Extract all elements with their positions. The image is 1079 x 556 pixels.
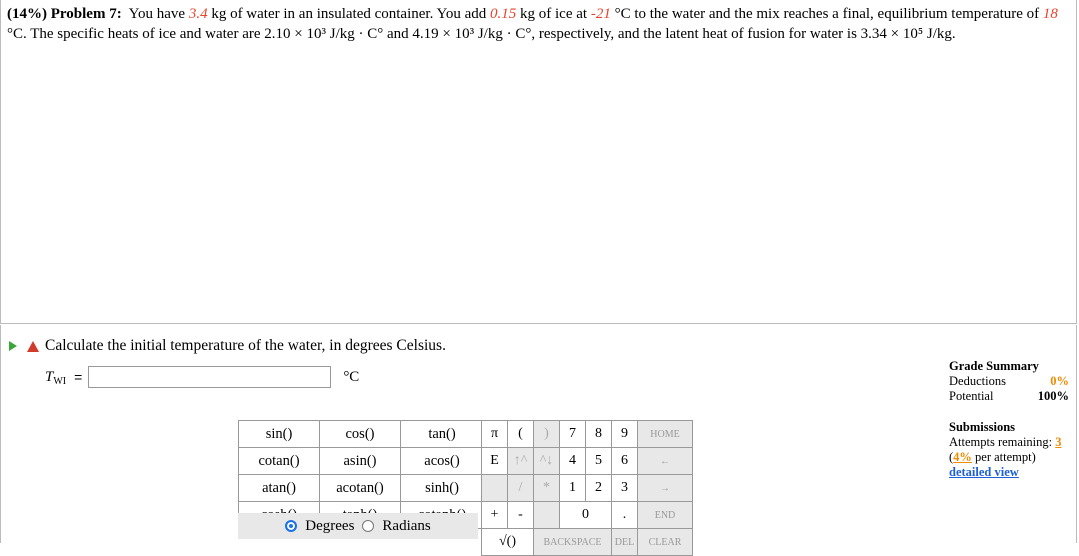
angle-mode-row bbox=[238, 513, 478, 539]
per-attempt-row bbox=[949, 450, 1069, 465]
problem-text-2: kg of water in an insulated container. You add bbox=[207, 6, 491, 22]
problem-text-1: You have bbox=[128, 6, 189, 22]
part-header bbox=[9, 337, 446, 355]
problem-statement bbox=[7, 4, 1071, 44]
per-attempt-open: ( bbox=[949, 450, 954, 464]
superscript-down-key[interactable]: ^↓ bbox=[534, 448, 560, 475]
attempts-label: Attempts remaining: bbox=[949, 435, 1053, 449]
key-5[interactable]: 5 bbox=[586, 448, 612, 475]
final-temp-value: 18 bbox=[1042, 6, 1058, 22]
pi-key[interactable]: π bbox=[482, 421, 508, 448]
cos-button[interactable]: cos() bbox=[320, 421, 401, 448]
problem-text-3: kg of ice at bbox=[516, 6, 591, 22]
del-key[interactable]: DEL bbox=[612, 529, 638, 556]
attempts-value: 3 bbox=[1055, 435, 1062, 449]
key-1[interactable]: 1 bbox=[560, 475, 586, 502]
atan-button[interactable]: atan() bbox=[239, 475, 320, 502]
backspace-key[interactable]: BACKSPACE bbox=[534, 529, 612, 556]
key-9[interactable]: 9 bbox=[612, 421, 638, 448]
clear-key[interactable]: CLEAR bbox=[638, 529, 693, 556]
degrees-radio[interactable] bbox=[285, 520, 297, 532]
degrees-label: Degrees bbox=[305, 517, 355, 534]
blank-key bbox=[482, 475, 508, 502]
end-key[interactable]: END bbox=[638, 502, 693, 529]
ice-temp-value: -21 bbox=[590, 6, 611, 22]
key-7[interactable]: 7 bbox=[560, 421, 586, 448]
minus-key[interactable]: - bbox=[508, 502, 534, 529]
per-attempt-value: 4% bbox=[953, 450, 972, 464]
equals-sign: = bbox=[74, 369, 83, 385]
variable-subscript: WI bbox=[53, 375, 67, 387]
key-2[interactable]: 2 bbox=[586, 475, 612, 502]
key-6[interactable]: 6 bbox=[612, 448, 638, 475]
potential-row bbox=[949, 389, 1069, 404]
answer-input[interactable] bbox=[88, 366, 331, 388]
multiply-key[interactable]: * bbox=[534, 475, 560, 502]
radians-label: Radians bbox=[382, 517, 431, 534]
variable-symbol: T bbox=[45, 368, 54, 385]
problem-text-4: °C to the water and the mix reaches a final, equilibrium temperature of bbox=[610, 6, 1043, 22]
deductions-value: 0% bbox=[1050, 374, 1069, 388]
sinh-button[interactable]: sinh() bbox=[401, 475, 484, 502]
radians-radio[interactable] bbox=[362, 520, 374, 532]
answer-row bbox=[45, 366, 359, 388]
right-arrow-key[interactable]: → bbox=[638, 475, 693, 502]
warning-icon bbox=[27, 341, 39, 352]
acotan-button[interactable]: acotan() bbox=[320, 475, 401, 502]
unit-label: °C bbox=[343, 368, 360, 385]
open-paren-key[interactable]: ( bbox=[508, 421, 534, 448]
deductions-label: Deductions bbox=[949, 374, 1006, 388]
attempts-row bbox=[949, 435, 1069, 450]
key-4[interactable]: 4 bbox=[560, 448, 586, 475]
variable-label bbox=[45, 369, 66, 386]
detailed-view-link[interactable]: detailed view bbox=[949, 465, 1019, 479]
mass-ice-value: 0.15 bbox=[490, 6, 517, 22]
deductions-row bbox=[949, 374, 1069, 389]
left-arrow-key[interactable]: ← bbox=[638, 448, 693, 475]
keypad bbox=[481, 420, 693, 556]
grade-summary-title: Grade Summary bbox=[949, 359, 1039, 373]
plus-key[interactable]: + bbox=[482, 502, 508, 529]
mass-water-value: 3.4 bbox=[188, 6, 208, 22]
question-text: Calculate the initial temperature of the water, in degrees Celsius. bbox=[45, 337, 446, 354]
question-part bbox=[0, 325, 1077, 549]
key-3[interactable]: 3 bbox=[612, 475, 638, 502]
home-key[interactable]: HOME bbox=[638, 421, 693, 448]
problem-text-5: °C. The specific heats of ice and water are 2.10 × 10³ J/kg · C° and 4.19 × 10³ J/kg · C°, respectively, and the latent heat of fusion for water is 3.34 × 10⁵ J/kg. bbox=[7, 26, 956, 42]
superscript-up-key[interactable]: ↑^ bbox=[508, 448, 534, 475]
submissions-title: Submissions bbox=[949, 420, 1016, 434]
problem-prefix: (14%) Problem 7: bbox=[7, 6, 122, 22]
potential-value: 100% bbox=[1037, 389, 1069, 403]
cotan-button[interactable]: cotan() bbox=[239, 448, 320, 475]
decimal-key[interactable]: . bbox=[612, 502, 638, 529]
key-8[interactable]: 8 bbox=[586, 421, 612, 448]
sqrt-key[interactable]: √() bbox=[482, 529, 534, 556]
grade-summary bbox=[949, 359, 1069, 480]
divide-key[interactable]: / bbox=[508, 475, 534, 502]
potential-label: Potential bbox=[949, 389, 994, 403]
key-0[interactable]: 0 bbox=[560, 502, 612, 529]
sin-button[interactable]: sin() bbox=[239, 421, 320, 448]
asin-button[interactable]: asin() bbox=[320, 448, 401, 475]
play-icon[interactable] bbox=[9, 341, 17, 351]
per-attempt-text: per attempt) bbox=[975, 450, 1036, 464]
e-key[interactable]: E bbox=[482, 448, 508, 475]
acos-button[interactable]: acos() bbox=[401, 448, 484, 475]
close-paren-key[interactable]: ) bbox=[534, 421, 560, 448]
blank-key-2 bbox=[534, 502, 560, 529]
tan-button[interactable]: tan() bbox=[401, 421, 484, 448]
